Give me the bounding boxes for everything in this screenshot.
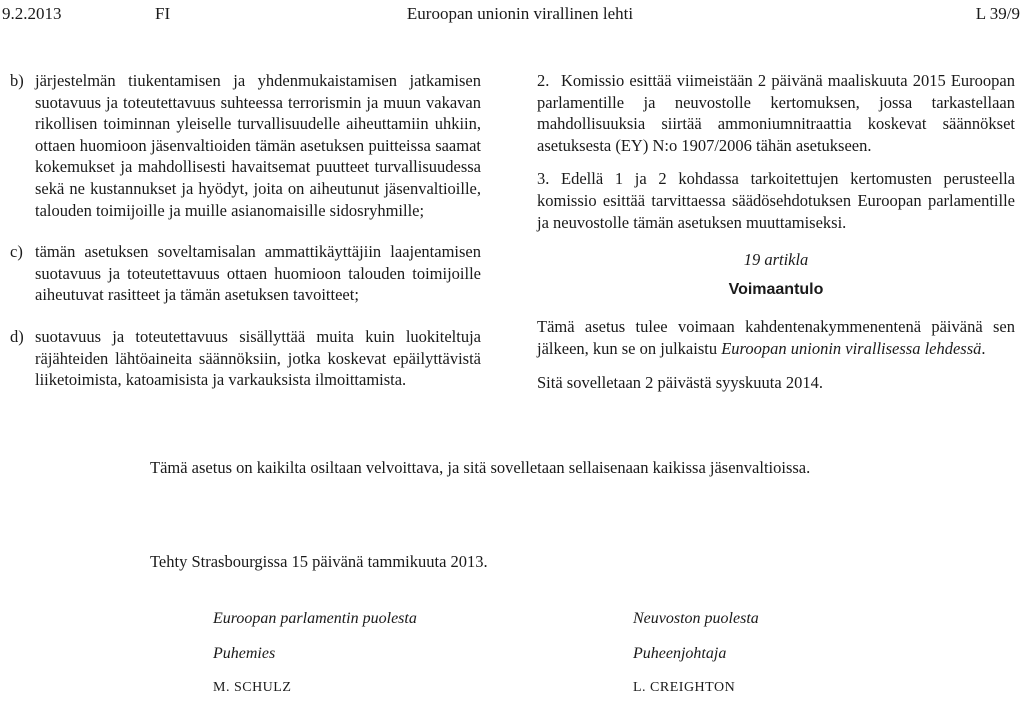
left-column [10,70,481,411]
paragraph-number: 3. [537,169,550,189]
journal-name-italic: Euroopan unionin virallisessa lehdessä [721,338,982,358]
header-page-number: L 39/9 [975,4,1020,23]
list-item-d [10,326,481,391]
application-date-paragraph: Sitä sovelletaan 2 päivästä syyskuuta 2014. [537,372,823,392]
done-at-statement: Tehty Strasbourgissa 15 päivänä tammikuuta 2013. [150,552,488,571]
entry-into-force-paragraph [537,316,1015,359]
list-item-label: b) [10,71,24,90]
signature-council [633,610,873,696]
paragraph-text: Edellä 1 ja 2 kohdassa tarkoitettujen kertomusten perusteella komissio esittää tarvittaessa säädösehdotuksen Euroopan parlamentille ja neuvostolle tämän asetuksen muuttamiseksi. [537,169,1015,232]
paragraph-2 [537,70,1015,156]
right-column [537,70,1015,405]
list-item-text: tämän asetuksen soveltamisalan ammattikäyttäjiin laajentamisen suotavuus ja toteutettavuus ottaen huomioon talouden toimijoille aiheutuvat rasitteet ja tämän asetuksen tavoitteet; [35,242,481,305]
article-title: Voimaantulo [728,280,824,298]
signature-name: L. CREIGHTON [633,680,736,695]
signature-parliament [213,610,453,696]
entry-text-end: . [981,338,986,358]
paragraph-text: Komissio esittää viimeistään 2 päivänä maaliskuuta 2015 Euroopan parlamentille ja neuvostolle kertomuksen, jossa tarkastellaan mahdollisuuksia siirtää ammoniumnitraattia koskevat säännökset asetuksesta (EY) N:o 1907/2006 tähän asetukseen. [537,71,1015,155]
entry-text: Tämä asetus tulee voimaan kahdentenakymmenentenä päivänä sen jälkeen, kun se on julkaistu [537,317,1015,358]
list-item-label: d) [10,326,24,346]
list-item-text: järjestelmän tiukentamisen ja yhdenmukaistamisen jatkamisen suotavuus ja toteutettavuus suhteessa terrorismin ja muun vakavan rikollisen toiminnan yleiselle turvallisuudelle aiheuttamiin uhkiin, ottaen huomioon jäsenvaltioiden tämän asetuksen puitteissa saamat kokemukset ja mahdollisesti havaitsemat puutteet turvallisuudessa sekä ne kustannukset ja hyödyt, joita on aiheutunut jäsenvaltioille, talouden toimijoille ja muille asianomaisille sidosryhmille; [35,71,481,220]
signature-on-behalf: Neuvoston puolesta [633,610,759,627]
paragraph-number: 2. [537,71,550,90]
list-item-b [10,70,481,221]
paragraph-3 [537,168,1015,233]
header-date: 9.2.2013 [2,4,62,23]
header-journal-title: Euroopan unionin virallinen lehti [406,4,634,23]
page-header [0,4,1024,30]
binding-statement: Tämä asetus on kaikilta osiltaan velvoittava, ja sitä sovelletaan sellaisenaan kaikissa jäsenvaltioissa. [150,458,811,477]
signature-role: Puheenjohtaja [633,645,727,662]
header-language: FI [155,4,171,23]
list-item-text: suotavuus ja toteutettavuus sisällyttää muita kuin luokiteltuja räjähteiden lähtöaineita säännöksiin, jotka koskevat epäilyttävistä liiketoimista, katoamisista ja varkauksista ilmoittamista. [35,326,481,390]
signature-name: M. SCHULZ [213,680,292,695]
signature-on-behalf: Euroopan parlamentin puolesta [213,610,417,627]
list-item-c [10,241,481,306]
article-number: 19 artikla [743,250,809,270]
list-item-label: c) [10,242,23,262]
signature-role: Puhemies [213,645,276,662]
